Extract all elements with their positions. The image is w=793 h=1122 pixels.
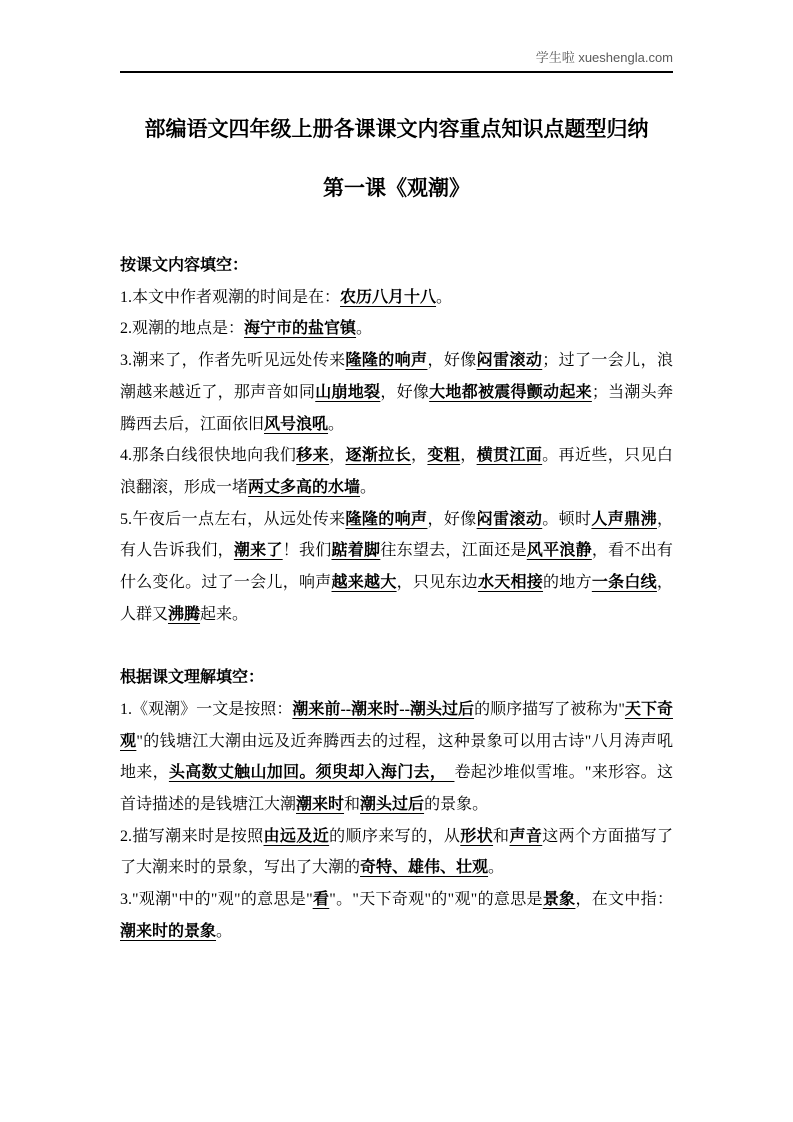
question-text: ！我们 xyxy=(282,542,332,560)
question-text: 起来。 xyxy=(200,605,249,623)
blank-answer: 人声鼎沸 xyxy=(591,510,657,528)
question-text: 的顺序来写的，从 xyxy=(329,827,461,845)
question-text: 这两个方面描写了了大潮来时的景象，写出了大潮的 xyxy=(120,827,673,877)
blank-answer: 农历八月十八 xyxy=(340,288,437,306)
blank-answer: 大地都被震得颤动起来 xyxy=(429,383,592,401)
blank-answer: 看 xyxy=(312,891,330,909)
section xyxy=(120,662,673,947)
question-text: 。再近些，只见白浪翻滚，形成一堵 xyxy=(120,447,673,496)
question-text: ，好像 xyxy=(380,383,430,401)
blank-answer: 天下奇观 xyxy=(120,700,673,750)
blank-answer: 闷雷滚动 xyxy=(476,510,543,528)
question-text: "的钱塘江大潮由远及近奔腾西去的过程，这种景象可以用古诗"八月涛声吼地来， xyxy=(120,732,673,782)
blank-answer: 闷雷滚动 xyxy=(476,352,543,370)
site-brand: 学生啦 xueshengla.com xyxy=(535,50,673,65)
blank-answer: 移来 xyxy=(296,447,330,465)
question-text: ， xyxy=(411,447,428,465)
question-text: 。 xyxy=(360,478,377,496)
blank-answer: 头高数丈触山加回。须臾却入海门去， xyxy=(168,764,455,782)
question-text: 。 xyxy=(356,320,373,338)
question-text: 2.观潮的地点是： xyxy=(120,320,245,338)
blank-answer: 横贯江面 xyxy=(476,447,543,465)
question-text: 5.午夜后一点左右，从远处传来 xyxy=(120,510,346,528)
blank-answer: 风平浪静 xyxy=(526,542,592,560)
question-text: 和 xyxy=(493,827,510,845)
blank-answer: 潮来时的景象 xyxy=(120,922,217,940)
question-text: ，看不出有什么变化。过了一会儿，响声 xyxy=(120,542,673,592)
blank-answer: 两丈多高的水墙 xyxy=(248,478,361,496)
question-text: 1.本文中作者观潮的时间是在： xyxy=(120,288,341,306)
section-header: 按课文内容填空： xyxy=(120,257,249,274)
blank-answer: 隆隆的响声 xyxy=(345,510,428,528)
blank-answer: 山崩地裂 xyxy=(315,383,381,401)
question-text: ，有人告诉我们， xyxy=(120,510,673,560)
question-item xyxy=(120,345,673,440)
question-text: 。 xyxy=(328,415,345,433)
question-text: 2.描写潮来时是按照 xyxy=(120,827,264,845)
section-header: 根据课文理解填空： xyxy=(120,669,265,687)
question-text: ，在文中指： xyxy=(575,891,673,909)
question-item xyxy=(120,884,673,947)
question-item xyxy=(120,694,673,821)
question-text: 3.潮来了，作者先听见远处传来 xyxy=(120,352,346,370)
question-item xyxy=(120,282,673,314)
blank-answer: 水天相接 xyxy=(477,574,544,592)
blank-answer: 形状 xyxy=(460,827,494,845)
question-text: 的景象。 xyxy=(424,795,489,813)
lesson-title: 第一课《观潮》 xyxy=(323,176,470,200)
blank-answer: 一条白线 xyxy=(591,574,657,592)
blank-answer: 潮头过后 xyxy=(360,795,425,813)
document-title: 部编语文四年级上册各课课文内容重点知识点题型归纳 xyxy=(144,117,649,141)
question-text: ；当潮头奔腾西去后，江面依旧 xyxy=(120,383,673,433)
document-content xyxy=(120,250,673,947)
blank-answer: 由远及近 xyxy=(263,827,330,845)
question-text: 的地方 xyxy=(543,574,592,592)
blank-answer: 声音 xyxy=(509,827,543,845)
blank-answer: 变粗 xyxy=(427,447,461,465)
blank-answer: 风号浪吼 xyxy=(264,415,329,433)
blank-answer: 潮来时 xyxy=(296,795,345,813)
question-text: "。"天下奇观"的"观"的意思是 xyxy=(329,891,543,909)
question-item xyxy=(120,440,673,503)
question-item xyxy=(120,821,673,884)
blank-answer: 逐渐拉长 xyxy=(345,447,412,465)
question-text: 。 xyxy=(436,288,453,306)
question-text: ， xyxy=(329,447,346,465)
question-item xyxy=(120,504,673,631)
section xyxy=(120,250,673,630)
question-text: 。 xyxy=(216,922,233,940)
blank-answer: 越来越大 xyxy=(331,574,397,592)
blank-answer: 奇特、雄伟、壮观 xyxy=(360,859,489,877)
blank-answer: 隆隆的响声 xyxy=(345,352,428,370)
blank-answer: 踮着脚 xyxy=(331,542,381,560)
blank-answer: 景象 xyxy=(542,891,576,909)
question-text: ，人群又 xyxy=(120,574,673,623)
question-text: 。 xyxy=(488,859,505,877)
question-text: ，只见东边 xyxy=(396,574,478,592)
question-text: 4.那条白线很快地向我们 xyxy=(120,447,297,465)
question-text: 的顺序描写了被称为" xyxy=(474,700,625,718)
page-header xyxy=(120,0,673,73)
question-text: 和 xyxy=(344,795,361,813)
question-text: 。顿时 xyxy=(542,510,592,528)
question-text: 1.《观潮》一文是按照： xyxy=(120,700,293,718)
question-text: ；过了一会儿，浪潮越来越近了，那声音如同 xyxy=(120,352,673,401)
blank-answer: 沸腾 xyxy=(168,605,201,623)
question-item xyxy=(120,313,673,345)
question-text: ，好像 xyxy=(427,510,477,528)
question-text: 往东望去，江面还是 xyxy=(380,542,527,560)
question-text: 卷起沙堆似雪堆。"来形容。这首诗描述的是钱塘江大潮 xyxy=(120,764,673,813)
question-text: ，好像 xyxy=(427,352,477,370)
blank-answer: 潮来了 xyxy=(233,542,283,560)
blank-answer: 海宁市的盐官镇 xyxy=(244,320,357,338)
question-text: 3."观潮"中的"观"的意思是" xyxy=(120,891,313,909)
question-text: ， xyxy=(460,447,477,465)
blank-answer: 潮来前--潮来时--潮头过后 xyxy=(292,700,475,718)
